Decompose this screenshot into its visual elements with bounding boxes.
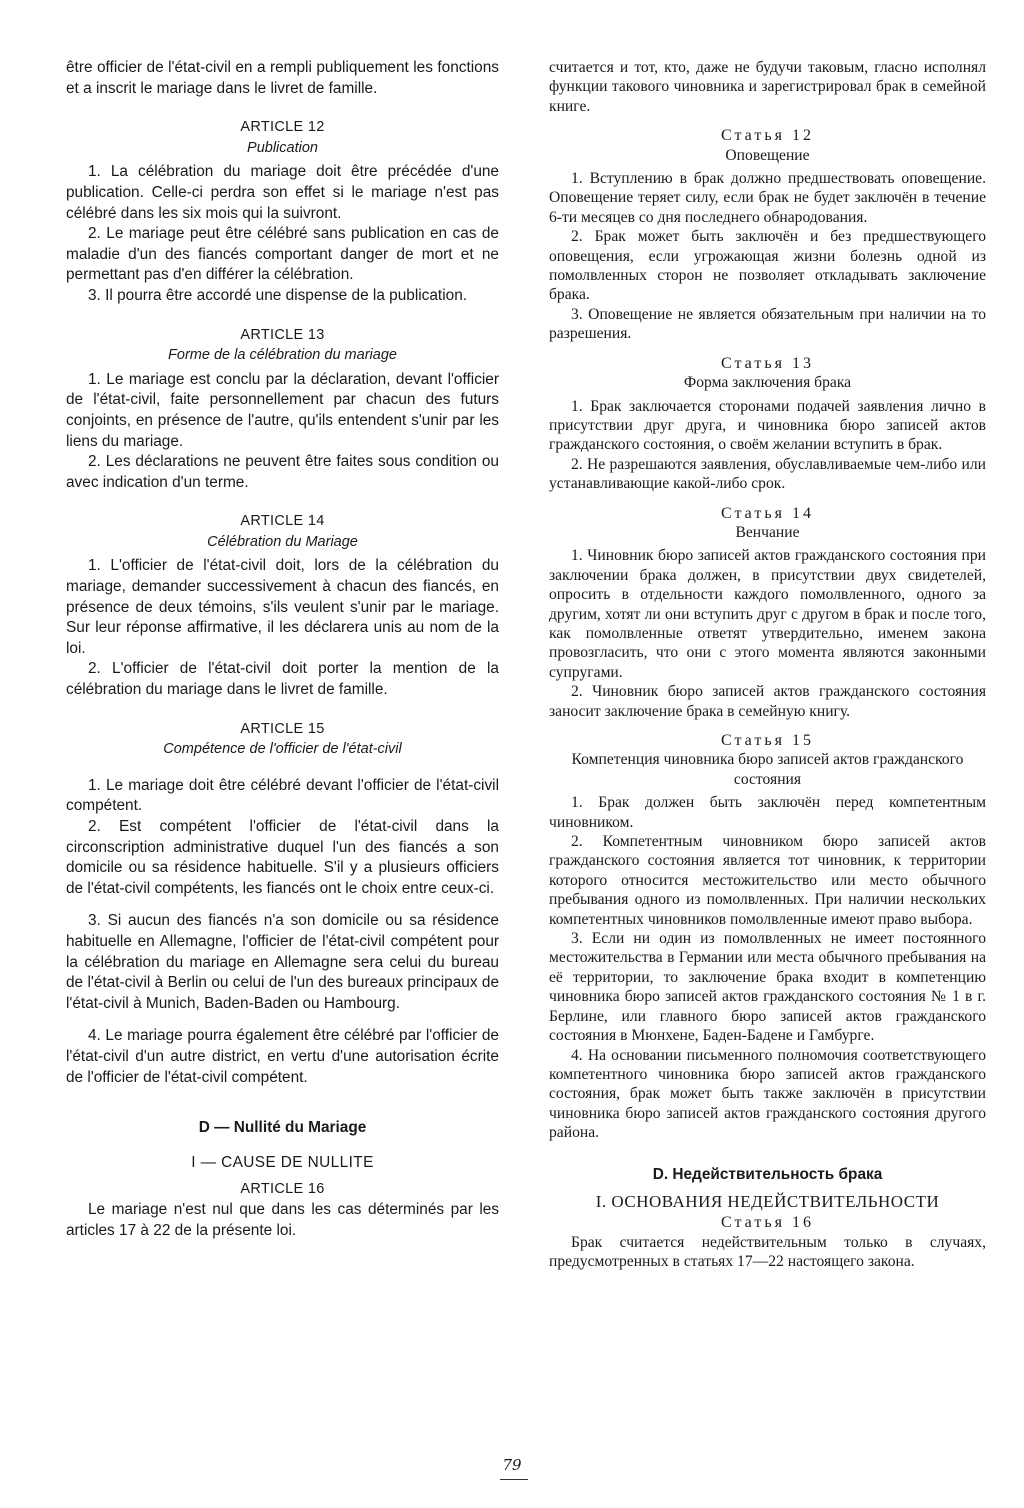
russian-article-14-paragraph: 1. Чиновник бюро записей актов гражданского состояния при заключении брака должен, в присутствии двух свидетелей, опросить в отдельности каждого помолвленного, одного за другим, хотят ли они вступить друг с другом в брак и после того, как помолвленные ответят утвердительно, именем закона провозгласить, что они с этого момента являются законными супругами. xyxy=(549,547,986,681)
page-number-rule xyxy=(500,1479,528,1480)
french-column xyxy=(66,58,499,1241)
french-article-16-paragraph: Le mariage n'est nul que dans les cas déterminés par les articles 17 à 22 de la présente loi. xyxy=(66,1200,499,1239)
russian-article-16-heading: Статья 16 xyxy=(721,1214,814,1232)
spacer xyxy=(66,899,499,911)
russian-article-12-paragraph: 3. Оповещение не является обязательным при наличии на то разрешения. xyxy=(549,305,986,343)
french-article-14-paragraph: 1. L'officier de l'état-civil doit, lors de la célébration du mariage, demander successivement à chacun des fiancés, en présence de deux témoins, s'ils veulent s'unir par le mariage. Sur leur réponse affirmative, il les déclarera unis au nom de la loi. xyxy=(66,557,499,657)
russian-article-12-title: Оповещение xyxy=(725,146,810,164)
russian-article-14-heading: Статья 14 xyxy=(721,504,814,522)
russian-section-d-heading: D. Недействительность брака xyxy=(652,1165,883,1183)
french-article-15-title: Compétence de l'officier de l'état-civil xyxy=(163,741,402,758)
french-article-15-paragraph: 1. Le mariage doit être célébré devant l'officier de l'état-civil compétent. xyxy=(66,776,499,815)
french-article-13-paragraph: 2. Les déclarations ne peuvent être faites sous condition ou avec indication d'un terme. xyxy=(66,453,499,491)
french-article-13-title: Forme de la célébration du mariage xyxy=(168,347,397,364)
french-article-16-heading: ARTICLE 16 xyxy=(240,1181,325,1198)
spacer xyxy=(66,1014,499,1026)
french-article-14-paragraph: 2. L'officier de l'état-civil doit porter la mention de la célébration du mariage dans le livret de famille. xyxy=(66,660,499,699)
russian-intro: считается и тот, кто, даже не будучи таковым, гласно исполнял функции такового чиновника и зарегистрировал брак в семейной книге. xyxy=(549,59,986,115)
russian-article-14-paragraph: 2. Чиновник бюро записей актов гражданского состояния заносит заключение брака в семейную книгу. xyxy=(549,683,986,720)
russian-article-15-title: Компетенция чиновника бюро записей актов гражданского состояния xyxy=(571,751,964,788)
russian-article-15-paragraph: 4. На основании письменного полномочия соответствующего компетентного чиновника бюро записей актов гражданского состояния, брак может быть также заключён в присутствии чиновника бюро записей актов гражданского состояния другого района. xyxy=(549,1046,986,1142)
russian-article-12-heading: Статья 12 xyxy=(721,127,814,145)
french-article-12-paragraph: 2. Le mariage peut être célébré sans publication en cas de maladie d'un des fiancés comportant danger de mort et ne permettant pas d'en différer la célébration. xyxy=(66,225,499,284)
russian-article-16-paragraph: Брак считается недействительным только в случаях, предусмотренных в статьях 17—22 настоящего закона. xyxy=(549,1233,986,1271)
russian-article-12-paragraph: 1. Вступлению в брак должно предшествовать оповещение. Оповещение теряет силу, если брак не будет заключён в течение 6-ти месяцев со дня последнего обнародования. xyxy=(549,170,986,226)
french-section-d-heading: D — Nullité du Mariage xyxy=(198,1119,367,1137)
russian-article-13-title: Форма заключения брака xyxy=(683,374,852,392)
french-section-i-heading: I — CAUSE DE NULLITE xyxy=(191,1153,374,1171)
russian-article-14-title: Венчание xyxy=(735,523,800,541)
french-intro: être officier de l'état-civil en a rempli publiquement les fonctions et a inscrit le mariage dans le livret de famille. xyxy=(66,59,499,97)
french-article-15-heading: ARTICLE 15 xyxy=(240,720,325,737)
russian-article-15-heading: Статья 15 xyxy=(721,732,814,749)
french-article-15-paragraph: 3. Si aucun des fiancés n'a son domicile ou sa résidence habituelle en Allemagne, l'officier de l'état-civil compétent pour la célébration du mariage en Allemagne sera celui du bureau de l'état-civil à Berlin ou celui de l'un des bureaux principaux de l'état-civil à Munich, Baden-Baden ou Hambourg. xyxy=(66,912,499,1012)
russian-article-13-heading: Статья 13 xyxy=(721,354,814,372)
spacer xyxy=(66,764,499,776)
french-article-13-paragraph: 1. Le mariage est conclu par la déclaration, devant l'officier de l'état-civil, faite personnellement par chacun des futurs conjoints, en présence de l'autre, qu'ils entendent s'unir par les liens du mariage. xyxy=(66,370,499,450)
russian-article-15-paragraph: 1. Брак должен быть заключён перед компетентным чиновником. xyxy=(549,794,986,831)
french-article-12-heading: ARTICLE 12 xyxy=(240,119,325,136)
russian-article-13-paragraph: 2. Не разрешаются заявления, обуславливаемые чем-либо или устанавливающие какой-либо срок. xyxy=(549,455,986,493)
french-article-12-paragraph: 1. La célébration du mariage doit être précédée d'une publication. Celle-ci perdra son effet si le mariage n'est pas célébré dans les six mois qui la suivront. xyxy=(66,163,499,222)
french-article-12-paragraph: 3. Il pourra être accordé une dispense de la publication. xyxy=(88,286,468,304)
french-article-13-heading: ARTICLE 13 xyxy=(240,326,325,343)
french-article-12-title: Publication xyxy=(247,139,318,156)
russian-article-15-paragraph: 3. Если ни один из помолвленных не имеет постоянного местожительства в Германии или места обычного пребывания на её территории, то заключение брака входит в компетенцию чиновника бюро записей актов гражданского состояния № 1 в г. Берлине, или главного бюро записей актов гражданского состояния в Мюнхене, Баден-Бадене и Гамбурге. xyxy=(549,930,986,1045)
page-number: 79 xyxy=(502,1456,522,1474)
french-article-14-heading: ARTICLE 14 xyxy=(240,513,325,530)
french-article-15-paragraph: 2. Est compétent l'officier de l'état-civil dans la circonscription administrative duquel l'un des fiancés a son domicile ou sa résidence habituelle. S'il y a plusieurs officiers de l'état-civil compétents, les fiancés ont le choix entre ceux-ci. xyxy=(66,818,499,897)
russian-article-15-paragraph: 2. Компетентным чиновником бюро записей актов гражданского состояния является тот чиновник, к территории которого относится местожительство или место обычного пребывания одного из помолвленных. При наличии нескольких компетентных чиновников помолвленные имеют право выбора. xyxy=(549,833,986,928)
french-article-14-title: Célébration du Mariage xyxy=(207,533,358,550)
french-article-15-paragraph: 4. Le mariage pourra également être célébré par l'officier de l'état-civil d'un autre district, en vertu d'une autorisation écrite de l'officier de l'état-civil compétent. xyxy=(66,1027,499,1086)
russian-section-i-heading: I. ОСНОВАНИЯ НЕДЕЙСТВИТЕЛЬНОСТИ xyxy=(595,1191,940,1211)
russian-article-12-paragraph: 2. Брак может быть заключён и без предшествующего оповещения, если угрожающая жизни болезнь одной из помолвленных сторон не позволяет откладывать заключение брака. xyxy=(549,228,986,304)
russian-article-13-paragraph: 1. Брак заключается сторонами подачей заявления лично в присутствии друг друга, и чиновника бюро записей актов гражданского состояния, о своём желании вступить в брак. xyxy=(549,397,986,454)
russian-column xyxy=(549,58,986,1272)
